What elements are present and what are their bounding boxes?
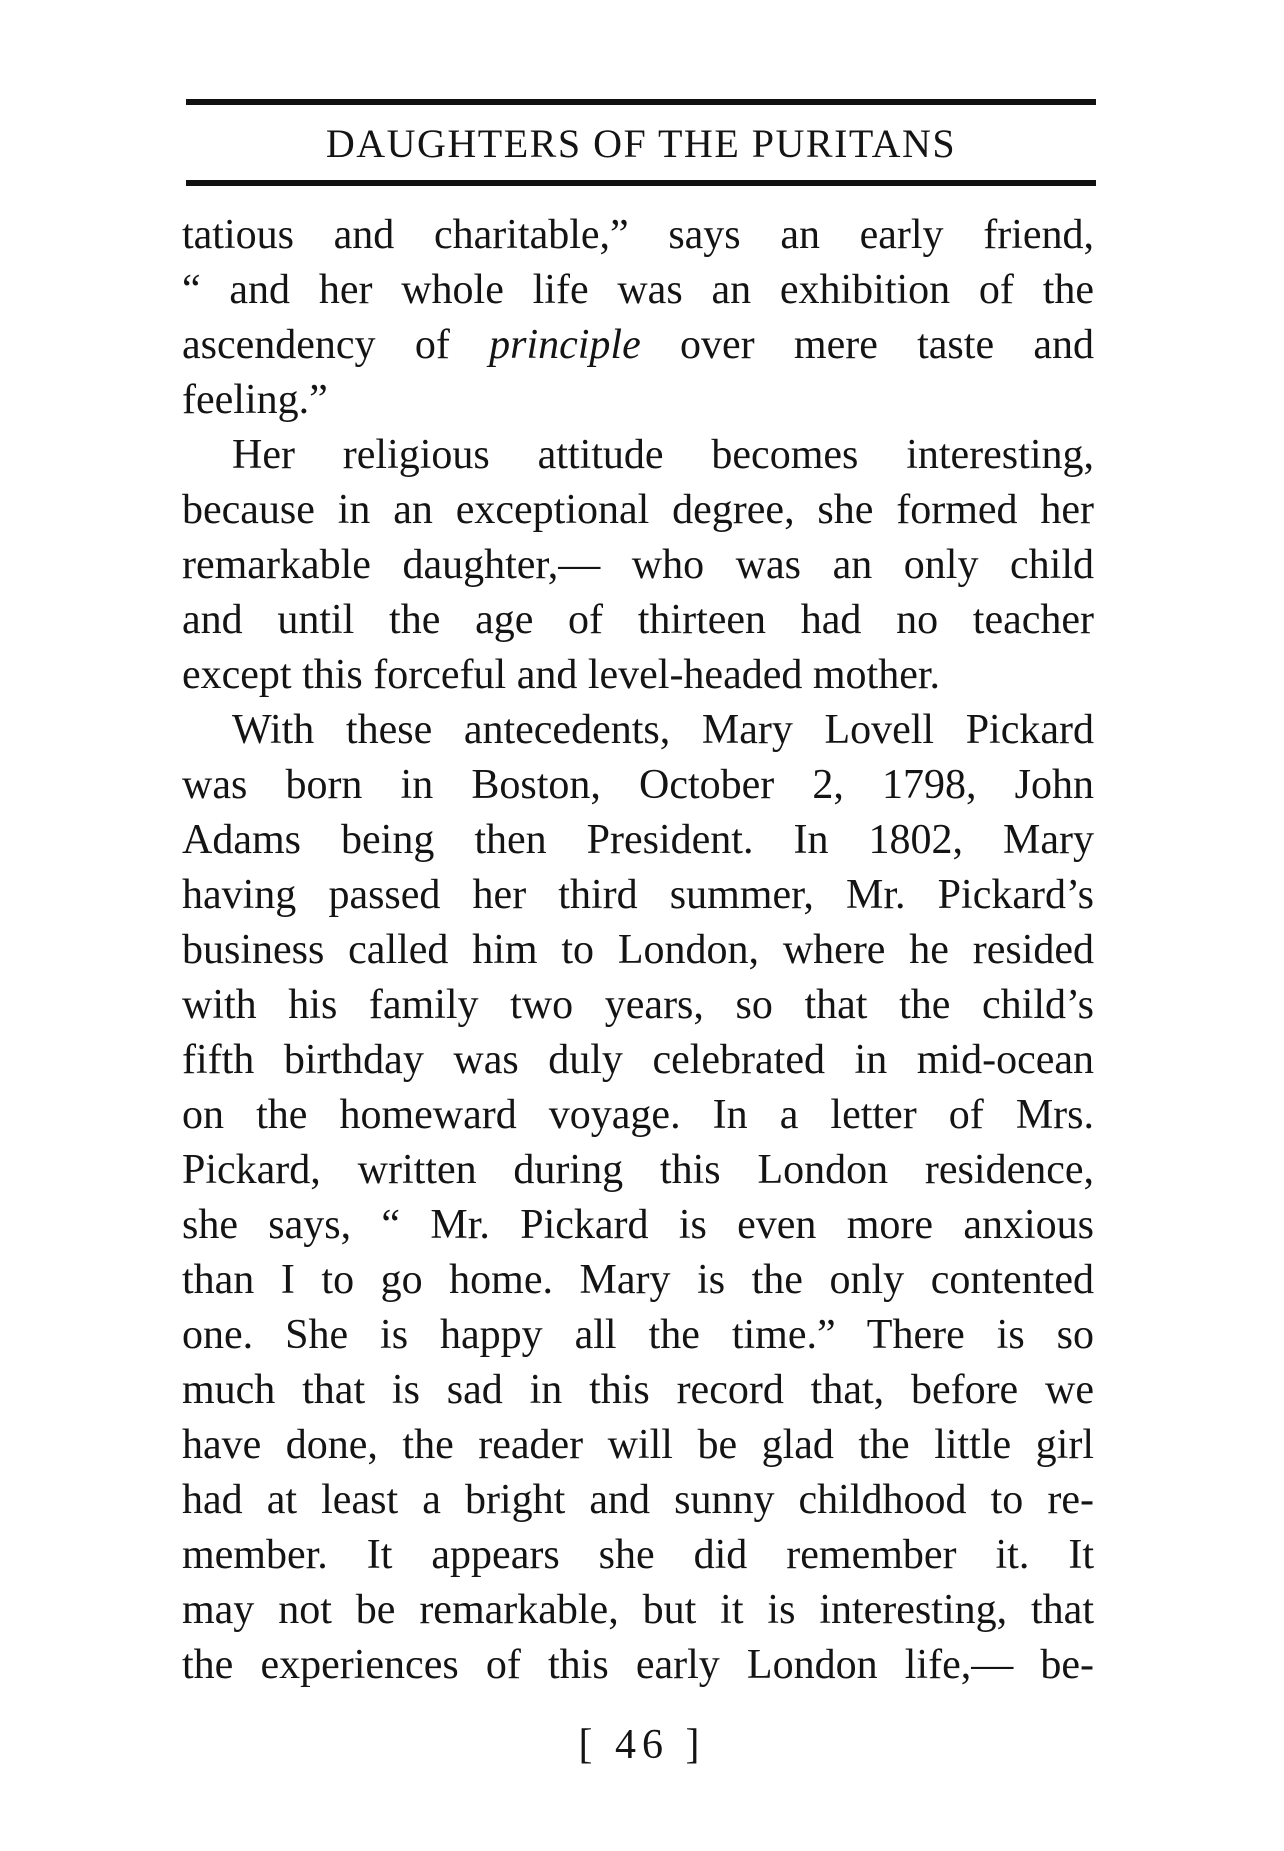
paragraph xyxy=(182,208,1094,428)
text-line: With these antecedents, Mary Lovell Pickard xyxy=(232,707,1094,753)
text-line: may not be remarkable, but it is interesting, that xyxy=(182,1587,1094,1633)
text-line: than I to go home. Mary is the only contented xyxy=(182,1257,1094,1303)
text-line: ascendency of principle over mere taste and xyxy=(182,322,1094,368)
body-text xyxy=(182,208,1094,1693)
text-line: have done, the reader will be glad the little girl xyxy=(182,1422,1094,1468)
text-line: she says, “ Mr. Pickard is even more anxious xyxy=(182,1202,1094,1248)
text-line: Adams being then President. In 1802, Mary xyxy=(182,817,1094,863)
text-line: had at least a bright and sunny childhood to re- xyxy=(182,1477,1094,1523)
text-line: having passed her third summer, Mr. Pickard’s xyxy=(182,872,1094,918)
text-line: member. It appears she did remember it. It xyxy=(182,1532,1094,1578)
header-rule-top xyxy=(186,99,1096,105)
text-line: Her religious attitude becomes interesting, xyxy=(232,432,1094,478)
text-line: except this forceful and level-headed mother. xyxy=(182,652,941,698)
text-line: with his family two years, so that the child’s xyxy=(182,982,1094,1028)
text-line: one. She is happy all the time.” There is so xyxy=(182,1312,1094,1358)
text-line: “ and her whole life was an exhibition of the xyxy=(182,267,1094,313)
text-line: was born in Boston, October 2, 1798, John xyxy=(182,762,1094,808)
paragraph xyxy=(182,428,1094,703)
text-line: remarkable daughter,— who was an only child xyxy=(182,542,1094,588)
text-line: fifth birthday was duly celebrated in mid-ocean xyxy=(182,1037,1094,1083)
running-head: DAUGHTERS OF THE PURITANS xyxy=(325,121,957,166)
text-line: tatious and charitable,” says an early friend, xyxy=(182,212,1094,258)
text-line: feeling.” xyxy=(182,377,328,423)
text-line: Pickard, written during this London residence, xyxy=(182,1147,1094,1193)
text-line: much that is sad in this record that, before we xyxy=(182,1367,1094,1413)
text-line: because in an exceptional degree, she formed her xyxy=(182,487,1094,533)
text-line: on the homeward voyage. In a letter of Mrs. xyxy=(182,1092,1094,1138)
text-line: and until the age of thirteen had no teacher xyxy=(182,597,1094,643)
text-line: the experiences of this early London life,— be- xyxy=(182,1642,1094,1688)
text-line: business called him to London, where he resided xyxy=(182,927,1094,973)
page-number: [ 46 ] xyxy=(578,1722,706,1768)
header-rule-bottom xyxy=(186,180,1096,186)
paragraph xyxy=(182,703,1094,1693)
italic-word: principle xyxy=(489,322,641,368)
